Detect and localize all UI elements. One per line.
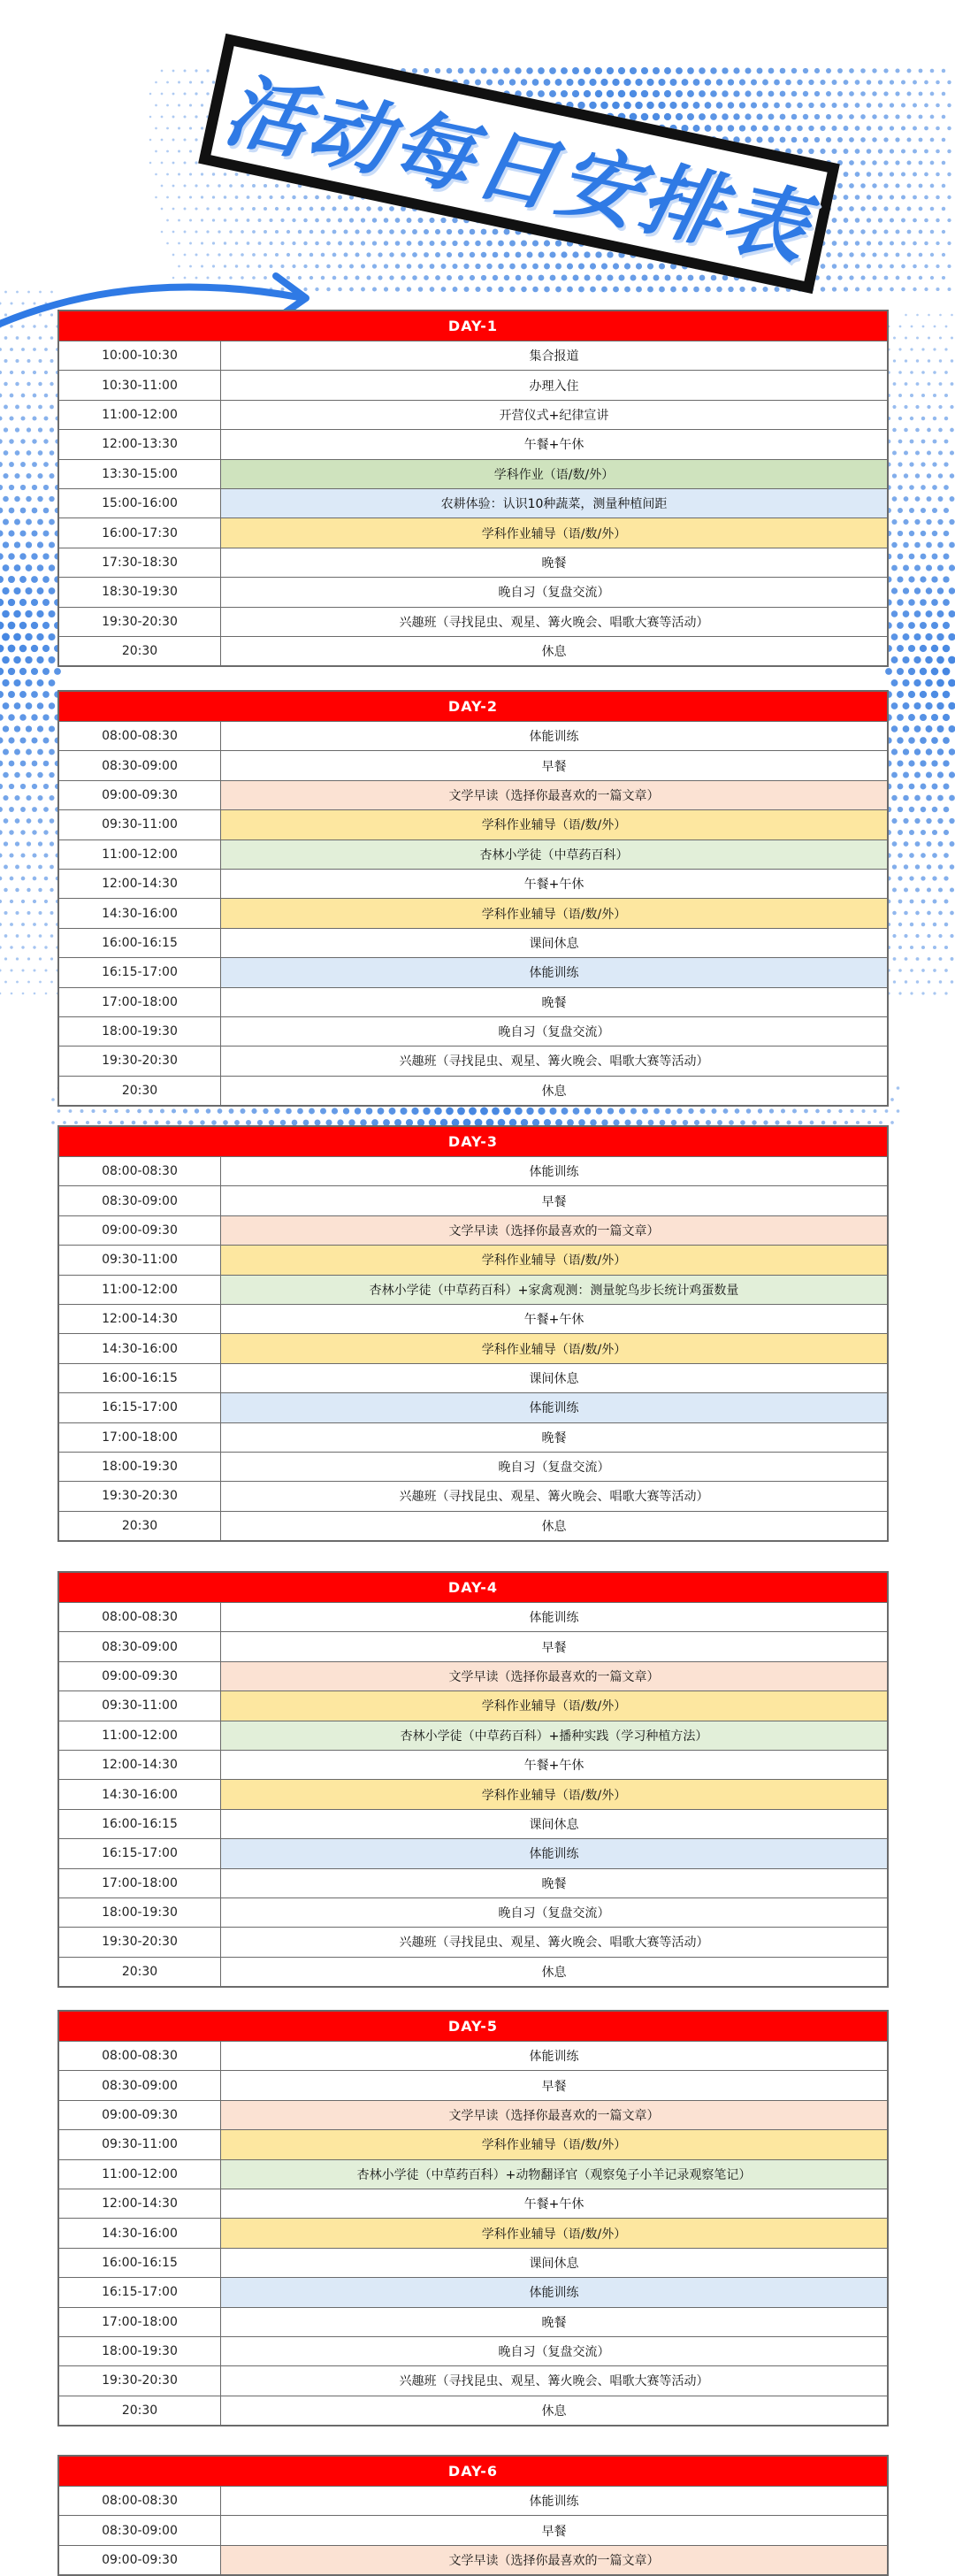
table-row [59, 750, 887, 779]
table-row [59, 1016, 887, 1046]
time-cell: 14:30-16:00 [59, 1334, 221, 1362]
time-cell: 19:30-20:30 [59, 1928, 221, 1956]
time-cell: 09:30-11:00 [59, 2130, 221, 2158]
table-row [59, 1363, 887, 1392]
activity-cell: 体能训练 [221, 1393, 887, 1422]
table-row [59, 1185, 887, 1215]
table-row [59, 1868, 887, 1898]
activity-cell: 文学早读（选择你最喜欢的一篇文章） [221, 1216, 887, 1245]
time-cell: 18:00-19:30 [59, 2337, 221, 2365]
time-cell: 16:00-16:15 [59, 2249, 221, 2277]
time-cell: 16:15-17:00 [59, 1393, 221, 1422]
activity-cell: 办理入住 [221, 371, 887, 399]
time-cell: 08:00-08:30 [59, 722, 221, 750]
table-row [59, 429, 887, 458]
table-row [59, 1511, 887, 1540]
activity-cell: 杏林小学徒（中草药百科） [221, 840, 887, 869]
table-row [59, 840, 887, 869]
time-cell: 17:30-18:30 [59, 548, 221, 577]
table-row [59, 341, 887, 370]
activity-cell: 早餐 [221, 2071, 887, 2099]
activity-cell: 晚自习（复盘交流） [221, 2337, 887, 2365]
time-cell: 09:00-09:30 [59, 2101, 221, 2129]
time-cell: 11:00-12:00 [59, 840, 221, 869]
time-cell: 08:30-09:00 [59, 2516, 221, 2544]
time-cell: 10:30-11:00 [59, 371, 221, 399]
table-row [59, 2336, 887, 2365]
activity-cell: 体能训练 [221, 2278, 887, 2306]
activity-cell: 午餐+午休 [221, 870, 887, 898]
activity-cell: 晚餐 [221, 2308, 887, 2336]
table-row [59, 400, 887, 429]
time-cell: 08:30-09:00 [59, 1632, 221, 1660]
time-cell: 18:00-19:30 [59, 1898, 221, 1927]
table-row [59, 1602, 887, 1631]
activity-cell: 晚餐 [221, 1869, 887, 1898]
table-row [59, 928, 887, 957]
table-row [59, 636, 887, 665]
activity-cell: 课间休息 [221, 1810, 887, 1838]
activity-cell: 体能训练 [221, 1157, 887, 1185]
table-row [59, 1809, 887, 1838]
time-cell: 19:30-20:30 [59, 608, 221, 636]
activity-cell: 体能训练 [221, 1839, 887, 1867]
activity-cell: 杏林小学徒（中草药百科）+动物翻译官（观察兔子小羊记录观察笔记） [221, 2160, 887, 2189]
time-cell: 10:00-10:30 [59, 341, 221, 370]
activity-cell: 文学早读（选择你最喜欢的一篇文章） [221, 781, 887, 809]
table-row [59, 2396, 887, 2425]
time-cell: 16:00-16:15 [59, 929, 221, 957]
time-cell: 17:00-18:00 [59, 2308, 221, 2336]
table-row [59, 2277, 887, 2306]
time-cell: 09:30-11:00 [59, 1246, 221, 1274]
table-row [59, 1631, 887, 1660]
table-row [59, 2307, 887, 2336]
time-cell: 20:30 [59, 637, 221, 665]
table-row [59, 1927, 887, 1956]
table-row [59, 1661, 887, 1690]
time-cell: 12:00-14:30 [59, 2189, 221, 2218]
table-row [59, 2515, 887, 2544]
day-table-5 [57, 2010, 889, 2426]
activity-cell: 农耕体验：认识10种蔬菜，测量种植间距 [221, 489, 887, 518]
time-cell: 19:30-20:30 [59, 2366, 221, 2395]
day-table-3 [57, 1125, 889, 1542]
activity-cell: 开营仪式+纪律宣讲 [221, 401, 887, 429]
table-row [59, 1245, 887, 1274]
table-row [59, 957, 887, 986]
activity-cell: 休息 [221, 637, 887, 665]
day-table-6 [57, 2455, 889, 2576]
activity-cell: 课间休息 [221, 2249, 887, 2277]
time-cell: 09:00-09:30 [59, 1216, 221, 1245]
table-row [59, 2129, 887, 2158]
activity-cell: 学科作业辅导（语/数/外） [221, 899, 887, 927]
time-cell: 16:00-17:30 [59, 518, 221, 547]
table-row [59, 548, 887, 577]
activity-cell: 午餐+午休 [221, 2189, 887, 2218]
activity-cell: 早餐 [221, 751, 887, 779]
table-row [59, 1452, 887, 1481]
activity-cell: 休息 [221, 1512, 887, 1540]
time-cell: 17:00-18:00 [59, 1869, 221, 1898]
time-cell: 13:30-15:00 [59, 460, 221, 488]
time-cell: 12:00-14:30 [59, 1751, 221, 1779]
time-cell: 08:30-09:00 [59, 1186, 221, 1215]
activity-cell: 课间休息 [221, 929, 887, 957]
time-cell: 19:30-20:30 [59, 1046, 221, 1075]
time-cell: 09:30-11:00 [59, 810, 221, 839]
activity-cell: 兴趣班（寻找昆虫、观星、篝火晚会、唱歌大赛等活动） [221, 608, 887, 636]
activity-cell: 课间休息 [221, 1364, 887, 1392]
time-cell: 18:00-19:30 [59, 1453, 221, 1481]
time-cell: 20:30 [59, 1077, 221, 1105]
day-table-1 [57, 310, 889, 667]
table-row [59, 577, 887, 606]
time-cell: 18:30-19:30 [59, 578, 221, 606]
table-row [59, 518, 887, 547]
table-row [59, 987, 887, 1016]
activity-cell: 学科作业辅导（语/数/外） [221, 1780, 887, 1808]
table-row [59, 1156, 887, 1185]
time-cell: 11:00-12:00 [59, 1276, 221, 1304]
activity-cell: 学科作业辅导（语/数/外） [221, 1334, 887, 1362]
activity-cell: 早餐 [221, 1186, 887, 1215]
time-cell: 08:30-09:00 [59, 2071, 221, 2099]
activity-cell: 休息 [221, 1958, 887, 1986]
day-header: DAY-5 [59, 2012, 887, 2041]
time-cell: 09:00-09:30 [59, 2546, 221, 2574]
activity-cell: 早餐 [221, 1632, 887, 1660]
time-cell: 16:00-16:15 [59, 1810, 221, 1838]
table-row [59, 2218, 887, 2247]
table-row [59, 809, 887, 839]
activity-cell: 体能训练 [221, 722, 887, 750]
activity-cell: 晚餐 [221, 988, 887, 1016]
activity-cell: 文学早读（选择你最喜欢的一篇文章） [221, 2546, 887, 2574]
activity-cell: 学科作业（语/数/外） [221, 460, 887, 488]
time-cell: 16:15-17:00 [59, 2278, 221, 2306]
table-row [59, 1046, 887, 1075]
activity-cell: 兴趣班（寻找昆虫、观星、篝火晚会、唱歌大赛等活动） [221, 2366, 887, 2395]
time-cell: 20:30 [59, 2396, 221, 2425]
table-row [59, 1690, 887, 1720]
table-row [59, 1957, 887, 1986]
time-cell: 09:00-09:30 [59, 1662, 221, 1690]
day-header: DAY-3 [59, 1127, 887, 1156]
activity-cell: 集合报道 [221, 341, 887, 370]
time-cell: 08:00-08:30 [59, 2487, 221, 2515]
time-cell: 20:30 [59, 1512, 221, 1540]
table-row [59, 607, 887, 636]
table-row [59, 1779, 887, 1808]
activity-cell: 晚自习（复盘交流） [221, 578, 887, 606]
time-cell: 09:00-09:30 [59, 781, 221, 809]
table-row [59, 898, 887, 927]
time-cell: 20:30 [59, 1958, 221, 1986]
time-cell: 14:30-16:00 [59, 2219, 221, 2247]
table-row [59, 780, 887, 809]
time-cell: 17:00-18:00 [59, 1423, 221, 1452]
time-cell: 12:00-14:30 [59, 870, 221, 898]
activity-cell: 兴趣班（寻找昆虫、观星、篝火晚会、唱歌大赛等活动） [221, 1482, 887, 1510]
table-row [59, 721, 887, 750]
table-row [59, 488, 887, 518]
activity-cell: 晚餐 [221, 1423, 887, 1452]
table-row [59, 1750, 887, 1779]
table-row [59, 2070, 887, 2099]
table-row [59, 370, 887, 399]
day-header: DAY-2 [59, 692, 887, 721]
time-cell: 12:00-13:30 [59, 430, 221, 458]
activity-cell: 午餐+午休 [221, 430, 887, 458]
activity-cell: 休息 [221, 1077, 887, 1105]
table-row [59, 2545, 887, 2574]
day-header: DAY-1 [59, 311, 887, 341]
activity-cell: 休息 [221, 2396, 887, 2425]
activity-cell: 午餐+午休 [221, 1751, 887, 1779]
activity-cell: 兴趣班（寻找昆虫、观星、篝火晚会、唱歌大赛等活动） [221, 1928, 887, 1956]
time-cell: 09:30-11:00 [59, 1691, 221, 1720]
table-row [59, 1392, 887, 1422]
time-cell: 08:00-08:30 [59, 1157, 221, 1185]
activity-cell: 学科作业辅导（语/数/外） [221, 518, 887, 547]
time-cell: 08:30-09:00 [59, 751, 221, 779]
time-cell: 14:30-16:00 [59, 899, 221, 927]
table-row [59, 1481, 887, 1510]
table-row [59, 2159, 887, 2189]
activity-cell: 晚自习（复盘交流） [221, 1453, 887, 1481]
table-row [59, 1215, 887, 1245]
activity-cell: 文学早读（选择你最喜欢的一篇文章） [221, 2101, 887, 2129]
activity-cell: 晚自习（复盘交流） [221, 1898, 887, 1927]
activity-cell: 体能训练 [221, 2487, 887, 2515]
table-row [59, 2248, 887, 2277]
activity-cell: 文学早读（选择你最喜欢的一篇文章） [221, 1662, 887, 1690]
activity-cell: 杏林小学徒（中草药百科）+家禽观测：测量鸵鸟步长统计鸡蛋数量 [221, 1276, 887, 1304]
page-title: 活动每日安排表 [217, 62, 819, 279]
table-row [59, 1333, 887, 1362]
table-row [59, 2041, 887, 2070]
activity-cell: 学科作业辅导（语/数/外） [221, 810, 887, 839]
table-row [59, 1304, 887, 1333]
table-row [59, 2189, 887, 2218]
day-header: DAY-4 [59, 1573, 887, 1602]
time-cell: 11:00-12:00 [59, 2160, 221, 2189]
time-cell: 16:00-16:15 [59, 1364, 221, 1392]
activity-cell: 杏林小学徒（中草药百科）+播种实践（学习种植方法） [221, 1721, 887, 1750]
table-row [59, 1898, 887, 1927]
day-header: DAY-6 [59, 2457, 887, 2486]
time-cell: 19:30-20:30 [59, 1482, 221, 1510]
activity-cell: 体能训练 [221, 1603, 887, 1631]
table-row [59, 459, 887, 488]
day-table-2 [57, 690, 889, 1107]
time-cell: 18:00-19:30 [59, 1017, 221, 1046]
table-row [59, 1275, 887, 1304]
activity-cell: 体能训练 [221, 958, 887, 986]
activity-cell: 晚餐 [221, 548, 887, 577]
activity-cell: 学科作业辅导（语/数/外） [221, 2219, 887, 2247]
time-cell: 17:00-18:00 [59, 988, 221, 1016]
time-cell: 11:00-12:00 [59, 401, 221, 429]
day-table-4 [57, 1571, 889, 1988]
table-row [59, 2365, 887, 2395]
activity-cell: 午餐+午休 [221, 1305, 887, 1333]
activity-cell: 学科作业辅导（语/数/外） [221, 1691, 887, 1720]
activity-cell: 学科作业辅导（语/数/外） [221, 2130, 887, 2158]
table-row [59, 1076, 887, 1105]
time-cell: 16:15-17:00 [59, 1839, 221, 1867]
activity-cell: 体能训练 [221, 2042, 887, 2070]
activity-cell: 兴趣班（寻找昆虫、观星、篝火晚会、唱歌大赛等活动） [221, 1046, 887, 1075]
table-row [59, 2486, 887, 2515]
time-cell: 14:30-16:00 [59, 1780, 221, 1808]
activity-cell: 晚自习（复盘交流） [221, 1017, 887, 1046]
table-row [59, 1422, 887, 1452]
table-row [59, 869, 887, 898]
table-row [59, 1838, 887, 1867]
activity-cell: 早餐 [221, 2516, 887, 2544]
time-cell: 16:15-17:00 [59, 958, 221, 986]
time-cell: 11:00-12:00 [59, 1721, 221, 1750]
time-cell: 08:00-08:30 [59, 1603, 221, 1631]
time-cell: 15:00-16:00 [59, 489, 221, 518]
table-row [59, 1721, 887, 1750]
table-row [59, 2100, 887, 2129]
activity-cell: 学科作业辅导（语/数/外） [221, 1246, 887, 1274]
time-cell: 12:00-14:30 [59, 1305, 221, 1333]
time-cell: 08:00-08:30 [59, 2042, 221, 2070]
